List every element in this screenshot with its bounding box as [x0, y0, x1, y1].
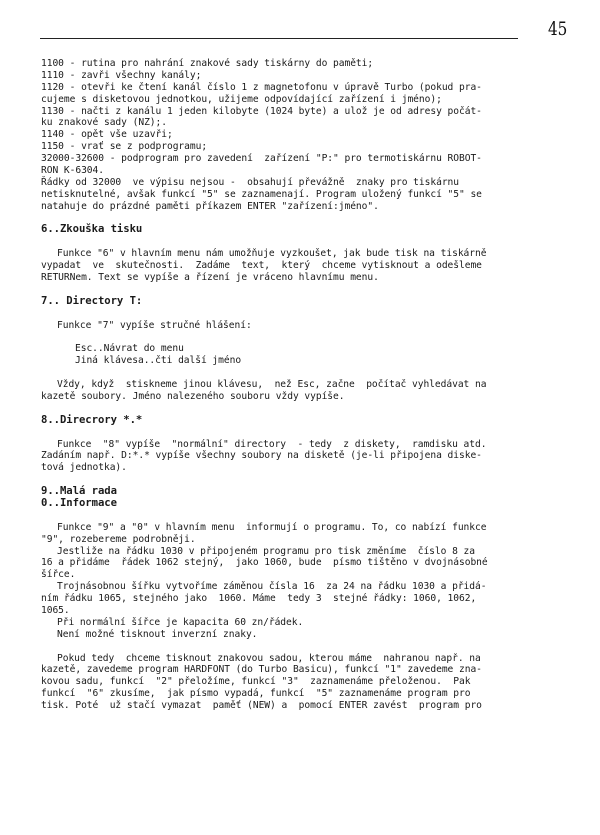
page-body: [41, 58, 569, 712]
text-line: Při normální šířce je kapacita 60 zn/řádek.: [57, 616, 304, 628]
text-line: Není možné tisknout inverzní znaky.: [57, 628, 258, 640]
text-line: Vždy, když stiskneme jinou klávesu, než Esc, začne počítač vyhledávat na: [57, 379, 487, 391]
text-line: Funkce "6" v hlavním menu nám umožňuje vyzkoušet, jak bude tisk na tiskárně: [57, 248, 487, 260]
text-line: tová jednotka).: [41, 462, 127, 474]
text-line: kazetě, zavedeme program HARDFONT (do Turbo Basicu), funkcí "1" zavedeme zna-: [41, 664, 482, 676]
page-number: 45: [548, 18, 568, 40]
section-heading: 8..Direcrory *.*: [41, 413, 143, 426]
text-line: tisk. Poté už stačí vymazat paměť (NEW) a pomocí ENTER zavést program pro: [41, 700, 482, 712]
blank-line: [41, 403, 569, 415]
text-line: ním řádku 1065, stejného jako 1060. Máme tedy 3 stejné řádky: 1060, 1062,: [41, 593, 477, 605]
text-line: 1130 - načti z kanálu 1 jeden kilobyte (1024 byte) a ulož je od adresy počát-: [41, 105, 482, 117]
text-line: kazetě soubory. Jméno nalezeného souboru vždy vypíše.: [41, 390, 345, 402]
blank-line: [41, 367, 569, 379]
text-line: Trojnásobnou šířku vytvoříme záměnou čísla 16 za 24 na řádku 1030 a přidá-: [57, 581, 487, 593]
section-heading: 6..Zkouška tisku: [41, 223, 143, 236]
text-line: vypadat ve skutečnosti. Zadáme text, který chceme vytisknout a odešleme: [41, 260, 482, 272]
text-line: 1140 - opět vše uzavři;: [41, 129, 173, 141]
blank-line: [41, 308, 569, 320]
text-line: 1100 - rutina pro nahrání znakové sady tiskárny do paměti;: [41, 58, 374, 69]
text-line: Funkce "8" vypíše "normální" directory - tedy z diskety, ramdisku atd.: [57, 438, 487, 450]
text-line: natahuje do prázdné paměti příkazem ENTER "zařízení:jméno".: [41, 200, 379, 212]
text-line: 1120 - otevři ke čtení kanál číslo 1 z magnetofonu v úpravě Turbo (pokud pra-: [41, 81, 482, 93]
text-line: šířce.: [41, 569, 76, 581]
text-line: Esc..Návrat do menu: [75, 343, 184, 355]
text-line: funkcí "6" zkusíme, jak písmo vypadá, funkcí "5" zaznamenáme program pro: [41, 688, 471, 700]
section-heading: 9..Malá rada: [41, 485, 117, 498]
text-line: Funkce "9" a "0" v hlavním menu informují o programu. To, co nabízí funkce: [57, 521, 487, 533]
blank-line: [41, 474, 569, 486]
text-line: RON K-6304.: [41, 165, 104, 177]
text-line: RETURNem. Text se vypíše a řízení je vráceno hlavnímu menu.: [41, 272, 379, 284]
text-line: Funkce "7" vypíše stručné hlášení:: [57, 319, 252, 331]
header-rule: [40, 38, 518, 39]
text-line: "9", rozebereme podrobněji.: [41, 533, 196, 545]
text-line: Řádky od 32000 ve výpisu nejsou - obsahují převážně znaky pro tiskárnu: [41, 176, 459, 188]
text-line: netisknutelné, avšak funkcí "5" se zaznamenají. Program uložený funkcí "5" se: [41, 188, 482, 200]
text-line: 1110 - zavři všechny kanály;: [41, 69, 202, 81]
text-line: ku znakové sady (NZ);.: [41, 117, 167, 129]
text-line: 32000-32600 - podprogram pro zavedení zařízení "P:" pro termotiskárnu ROBOT-: [41, 153, 482, 165]
text-line: cujeme s disketovou jednotkou, užijeme odpovídající zařízení i jméno);: [41, 93, 442, 105]
blank-line: [41, 427, 569, 439]
section-heading: 0..Informace: [41, 496, 117, 509]
text-line: 16 a přidáme řádek 1062 stejný, jako 1060, bude písmo tištěno v dvojnásobné: [41, 557, 488, 569]
blank-line: [41, 331, 569, 343]
blank-line: [41, 236, 569, 248]
text-line: 1150 - vrať se z podprogramu;: [41, 141, 208, 153]
section-heading: 7.. Directory T:: [41, 294, 143, 307]
text-line: kovou sadu, funkcí "2" přeložíme, funkcí "3" zaznamenáme přeloženou. Pak: [41, 676, 471, 688]
text-line: Jestliže na řádku 1030 v připojeném programu pro tisk změníme číslo 8 za: [57, 545, 475, 557]
blank-line: [41, 510, 569, 522]
text-line: 1065.: [41, 604, 70, 616]
blank-line: [41, 641, 569, 653]
text-line: Zadáním např. D:*.* vypíše všechny soubory na disketě (je-li připojena diske-: [41, 450, 482, 462]
text-line: Jiná klávesa..čti další jméno: [75, 355, 242, 367]
text-line: Pokud tedy chceme tisknout znakovou sadou, kterou máme nahranou např. na: [57, 652, 481, 664]
